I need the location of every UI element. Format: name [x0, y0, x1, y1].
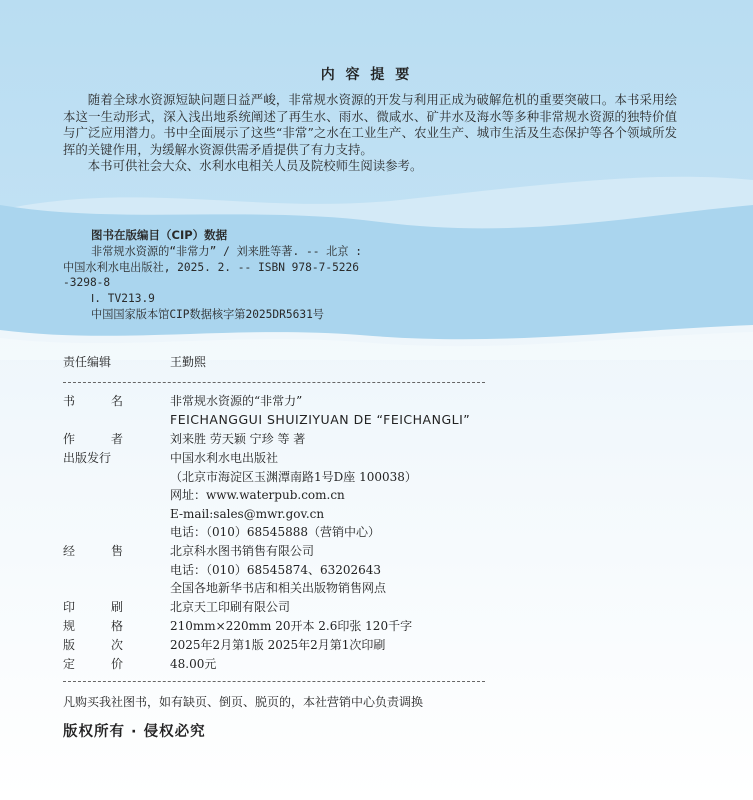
publisher-phone: 电话：（010）68545888（营销中心） [170, 525, 380, 540]
divider [63, 382, 485, 383]
cip-line: -3298-8 [63, 276, 111, 290]
cip-line: Ⅰ. TV213.9 [91, 292, 155, 306]
distributor-value [170, 542, 386, 598]
price-label: 定 价 [63, 657, 123, 671]
distributor-outlets: 全国各地新华书店和相关出版物销售网点 [170, 581, 387, 596]
book-title-cn: 非常规水资源的“非常力” [170, 394, 303, 408]
cip-block [63, 228, 463, 323]
publisher-address: （北京市海淀区玉渊潭南路1号D座 100038） [170, 469, 417, 484]
spec-value: 210mm×220mm 20开本 2.6印张 120千字 [170, 619, 413, 633]
summary-body [63, 92, 677, 175]
divider [63, 681, 485, 682]
summary-paragraph: 本书可供社会大众、水利水电相关人员及院校师生阅读参考。 [87, 158, 423, 174]
edition-label: 版 次 [63, 638, 123, 652]
distributor-phone: 电话：（010）68545874、63202643 [170, 562, 382, 577]
book-title-value [170, 392, 470, 429]
price-value: 48.00元 [170, 657, 217, 671]
cip-line: 中国国家版本馆CIP数据核字第2025DR5631号 [91, 307, 324, 321]
publisher-value [170, 449, 417, 542]
author-value: 刘来胜 劳天颖 宁珍 等 著 [170, 432, 306, 446]
publisher-email[interactable]: E-mail:sales@mwr.gov.cn [170, 506, 325, 521]
replacement-notice: 凡购买我社图书，如有缺页、倒页、脱页的，本社营销中心负责调换 [63, 695, 424, 709]
cip-title: 图书在版编目（CIP）数据 [91, 228, 228, 242]
printer-label: 印 刷 [63, 600, 123, 614]
spec-label: 规 格 [63, 619, 123, 633]
cip-line: 非常规水资源的“非常力” / 刘来胜等著. -- 北京 : [91, 244, 363, 258]
copyright-notice: 版权所有 · 侵权必究 [63, 724, 206, 740]
publisher-website[interactable]: 网址：www.waterpub.com.cn [170, 488, 345, 503]
book-title-label: 书 名 [63, 394, 123, 408]
summary-title: 内 容 提 要 [320, 67, 413, 83]
distributor-label: 经 售 [63, 544, 123, 558]
distributor-name: 北京科水图书销售有限公司 [170, 544, 315, 558]
publisher-label: 出版发行 [63, 451, 112, 465]
book-title-pinyin: FEICHANGGUI SHUIZIYUAN DE “FEICHANGLI” [170, 411, 471, 427]
printer-value: 北京天工印刷有限公司 [170, 600, 291, 614]
editor-label: 责任编辑 [63, 355, 112, 369]
edition-value: 2025年2月第1版 2025年2月第1次印刷 [170, 638, 386, 652]
cip-line: 中国水利水电出版社, 2025. 2. -- ISBN 978-7-5226 [63, 260, 360, 274]
publisher-name: 中国水利水电出版社 [170, 451, 279, 465]
author-label: 作 者 [63, 432, 123, 446]
editor-value: 王勤熙 [170, 355, 207, 369]
summary-paragraph: 随着全球水资源短缺问题日益严峻，非常规水资源的开发与利用正成为破解危机的重要突破口。本书采用绘本这一生动形式，深入浅出地系统阐述了再生水、雨水、微咸水、矿井水及海水等多种非常规水资源的独特价值与广泛应用潜力。书中全面展示了这些“非常”之水在工业生产、农业生产、城市生活及生态保护等各个领域所发挥的关键作用，为缓解水资源供需矛盾提供了有力支持。 [63, 92, 677, 157]
